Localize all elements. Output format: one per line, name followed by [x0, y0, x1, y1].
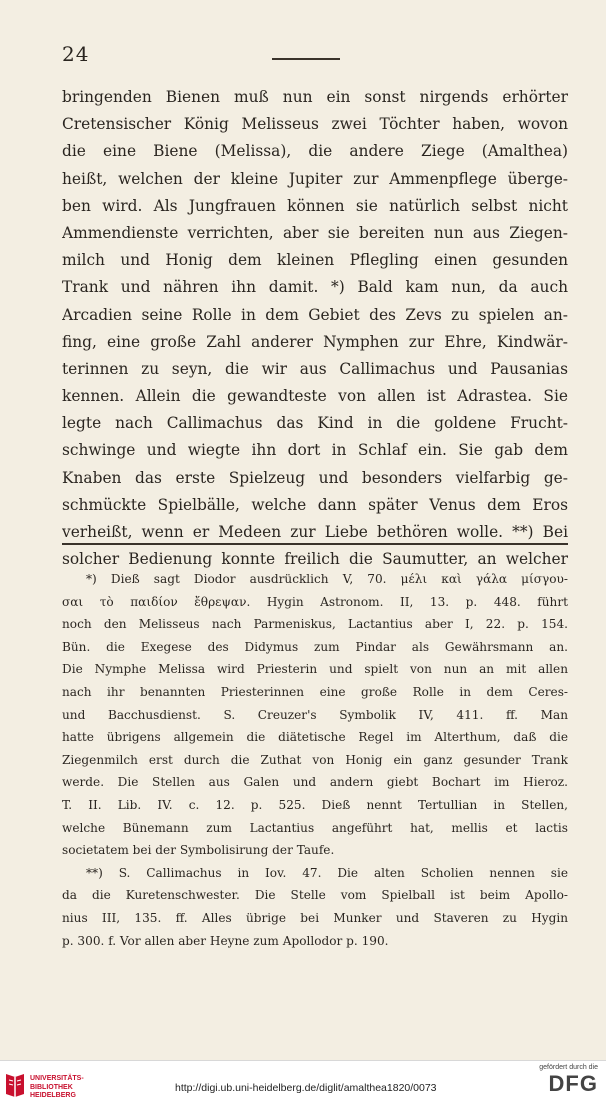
text-line: schwinge und wiegte ihn dort in Schlaf ein. Sie gab dem	[62, 441, 568, 460]
text-line: schmückte Spielbälle, welche dann später Venus dem Eros	[62, 495, 568, 514]
footnote-line: societatem bei der Symbolisirung der Taufe.	[62, 843, 335, 858]
permalink-url[interactable]: http://digi.ub.uni-heidelberg.de/diglit/amalthea1820/0073	[175, 1082, 437, 1094]
text-line: Ammendienste verrichten, aber sie bereiten nun aus Ziegen-	[62, 223, 568, 242]
footnote-line: nius III, 135. ff. Alles übrige bei Munker und Staveren zu Hygin	[62, 910, 568, 925]
footnote-line: nach ihr benannten Priesterinnen eine große Rolle in dem Ceres-	[62, 684, 568, 699]
footnote-rule	[62, 543, 568, 545]
library-logo[interactable]	[4, 1069, 112, 1103]
text-line: Cretensischer König Melisseus zwei Töchter haben, wovon	[62, 115, 568, 134]
text-line: legte nach Callimachus das Kind in die goldene Frucht-	[62, 414, 568, 433]
text-line: fing, eine große Zahl anderer Nymphen zur Ehre, Kindwär-	[62, 332, 568, 351]
library-name-line: HEIDELBERG	[30, 1092, 76, 1099]
body-text	[62, 84, 568, 573]
text-line: ben wird. Als Jungfrauen können sie natürlich selbst nicht	[62, 196, 568, 215]
text-line: Arcadien seine Rolle in dem Gebiet des Zevs zu spielen an-	[62, 305, 568, 324]
footnote-line: hatte übrigens allgemein die diätetische Regel im Alterthum, daß die	[62, 730, 568, 745]
book-icon	[4, 1071, 26, 1097]
text-line: heißt, welchen der kleine Jupiter zur Ammenpflege überge-	[62, 169, 568, 188]
text-line: bringenden Bienen muß nun ein sonst nirgends erhörter	[62, 88, 568, 106]
footnote-line: da die Kuretenschwester. Die Stelle vom Spielball ist beim Apollo-	[62, 888, 568, 903]
text-line: verheißt, wenn er Medeen zur Liebe bethören wolle. **) Bei	[62, 523, 568, 541]
library-name-line: UNIVERSITÄTS-	[30, 1075, 84, 1082]
footnote-line: **) S. Callimachus in Iov. 47. Die alten Scholien nennen sie	[86, 865, 568, 880]
footnote-line: Die Nymphe Melissa wird Priesterin und spielt von nun an mit allen	[62, 662, 568, 677]
footnote-line: welche Bünemann zum Lactantius angeführt hat, mellis et lactis	[62, 820, 568, 835]
footnote-line: p. 300. f. Vor allen aber Heyne zum Apollodor p. 190.	[62, 933, 389, 948]
footnote-line: σαι τὸ παιδίον ἔθρεψαν. Hygin Astronom. II, 13. p. 448. führt	[62, 594, 568, 609]
dfg-logo: DFG	[548, 1071, 598, 1096]
footnote-line: Bün. die Exegese des Didymus zum Pindar als Gewährsmann an.	[62, 639, 568, 654]
header-rule	[272, 58, 340, 60]
text-line: solcher Bedienung konnte freilich die Saumutter, an welcher	[62, 550, 568, 569]
page-number: 24	[62, 42, 90, 66]
library-name-line: BIBLIOTHEK	[30, 1083, 73, 1091]
footnote-line: *) Dieß sagt Diodor ausdrücklich V, 70. μέλι καὶ γάλα μίσγου-	[86, 572, 568, 586]
sponsor-block[interactable]	[518, 1064, 598, 1097]
text-line: die eine Biene (Melissa), die andere Ziege (Amalthea)	[62, 142, 568, 161]
footnote-line: werde. Die Stellen aus Galen und andern giebt Bochart im Hieroz.	[62, 775, 568, 790]
text-line: milch und Honig dem kleinen Pflegling einen gesunden	[62, 251, 568, 270]
footnotes	[62, 568, 568, 952]
library-name	[30, 1075, 84, 1101]
text-line: Trank und nähren ihn damit. *) Bald kam nun, da auch	[62, 278, 568, 297]
footnote-line: T. II. Lib. IV. c. 12. p. 525. Dieß nennt Tertullian in Stellen,	[62, 797, 568, 812]
footnote-line: noch den Melisseus nach Parmeniskus, Lactantius aber I, 22. p. 154.	[62, 617, 568, 632]
sponsor-note: gefördert durch die	[539, 1064, 598, 1071]
text-line: terinnen zu seyn, die wir aus Callimachus und Pausanias	[62, 359, 568, 378]
footnote-line: Ziegenmilch erst durch die Zuthat von Honig ein ganz gesunder Trank	[62, 752, 568, 767]
text-line: kennen. Allein die gewandteste von allen ist Adrastea. Sie	[62, 387, 568, 406]
footnote-line: und Bacchusdienst. S. Creuzer's Symbolik IV, 411. ff. Man	[62, 707, 568, 722]
text-line: Knaben das erste Spielzeug und besonders vielfarbig ge-	[62, 468, 568, 487]
